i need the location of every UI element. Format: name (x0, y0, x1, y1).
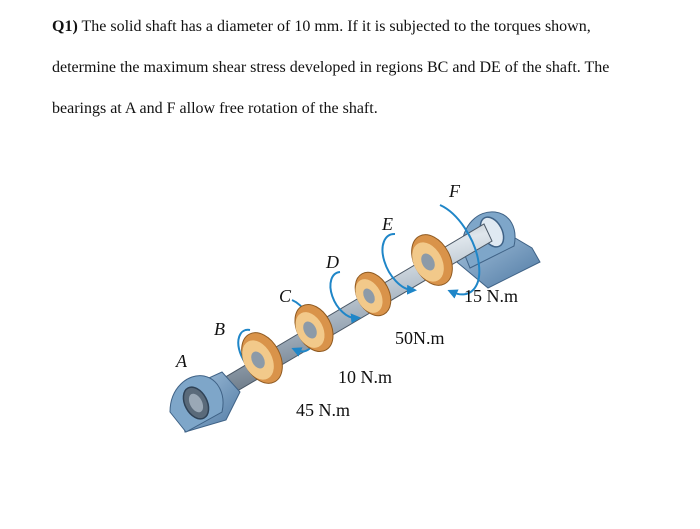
question-number: Q1) (52, 18, 78, 35)
label-b: B (214, 319, 225, 339)
label-e: E (382, 214, 393, 234)
torque-label-15: 15 N.m (464, 286, 518, 306)
torque-label-50: 50N.m (395, 328, 445, 348)
label-d: D (326, 252, 339, 272)
label-f: F (449, 181, 460, 201)
label-a: A (176, 351, 187, 371)
bearing-a (170, 372, 240, 432)
question-line-3: bearings at A and F allow free rotation of the shaft. (52, 100, 378, 117)
label-c: C (279, 286, 292, 306)
torque-label-45: 45 N.m (296, 400, 350, 420)
torque-label-10: 10 N.m (338, 367, 392, 387)
question-line-2: determine the maximum shear stress developed in regions BC and DE of the shaft. The (52, 59, 610, 76)
question-line-1-text: The solid shaft has a diameter of 10 mm. If it is subjected to the torques shown, (81, 18, 591, 35)
